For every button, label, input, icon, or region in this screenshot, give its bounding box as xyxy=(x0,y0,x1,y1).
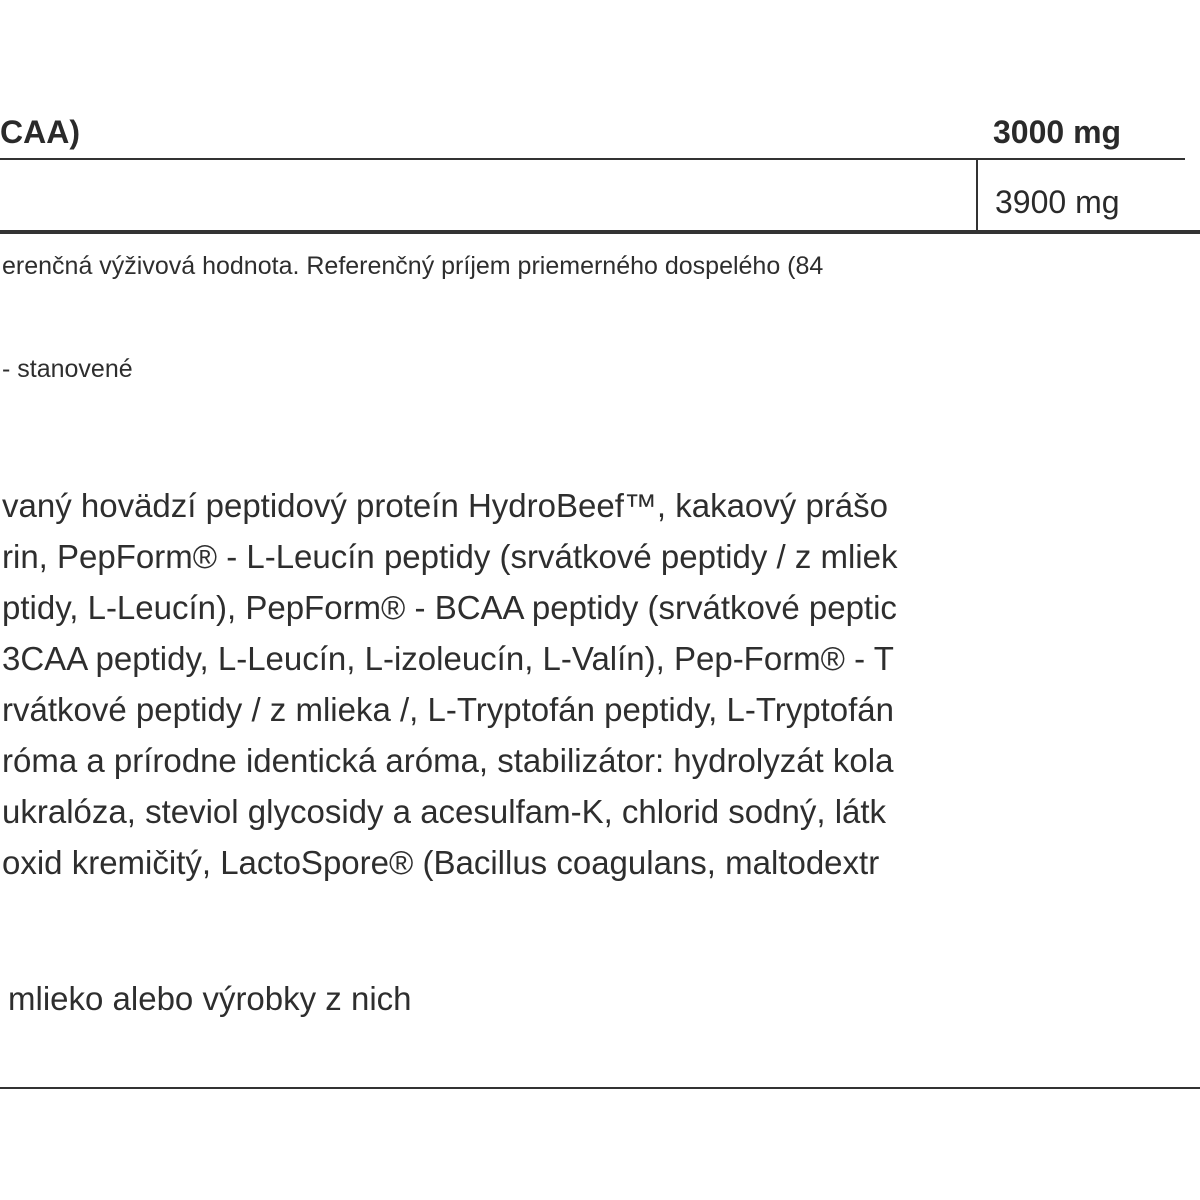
not-established-note: - stanovené xyxy=(2,355,133,383)
table-column-divider xyxy=(976,160,978,232)
nutrient-row-value: 3000 mg xyxy=(993,114,1122,150)
ingredients-line: vaný hovädzí peptidový proteín HydroBeef™, kakaový prášo xyxy=(2,487,888,524)
reference-intake-note: erenčná výživová hodnota. Referenčný príjem priemerného dospelého (84 xyxy=(2,252,824,280)
allergens-text: mlieko alebo výrobky z nich xyxy=(8,980,412,1017)
nutrient-row-value-2: 3900 mg xyxy=(995,184,1120,220)
ingredients-line: rvátkové peptidy / z mlieka /, L-Tryptofán peptidy, L-Tryptofán xyxy=(2,691,894,728)
ingredients-line: róma a prírodne identická aróma, stabilizátor: hydrolyzát kola xyxy=(2,742,894,779)
table-row-divider xyxy=(0,158,1185,160)
ingredients-line: oxid kremičitý, LactoSpore® (Bacillus coagulans, maltodextr xyxy=(2,844,880,881)
ingredients-line: ukralóza, steviol glycosidy a acesulfam-K, chlorid sodný, látk xyxy=(2,793,887,830)
section-divider xyxy=(0,1087,1200,1089)
table-bottom-border xyxy=(0,230,1200,234)
nutrient-row-label: CAA) xyxy=(0,114,80,150)
ingredients-line: ptidy, L-Leucín), PepForm® - BCAA peptidy (srvátkové peptic xyxy=(2,589,897,626)
ingredients-line: 3CAA peptidy, L-Leucín, L-izoleucín, L-Valín), Pep-Form® - T xyxy=(2,640,894,677)
ingredients-line: rin, PepForm® - L-Leucín peptidy (srvátkové peptidy / z mliek xyxy=(2,538,898,575)
